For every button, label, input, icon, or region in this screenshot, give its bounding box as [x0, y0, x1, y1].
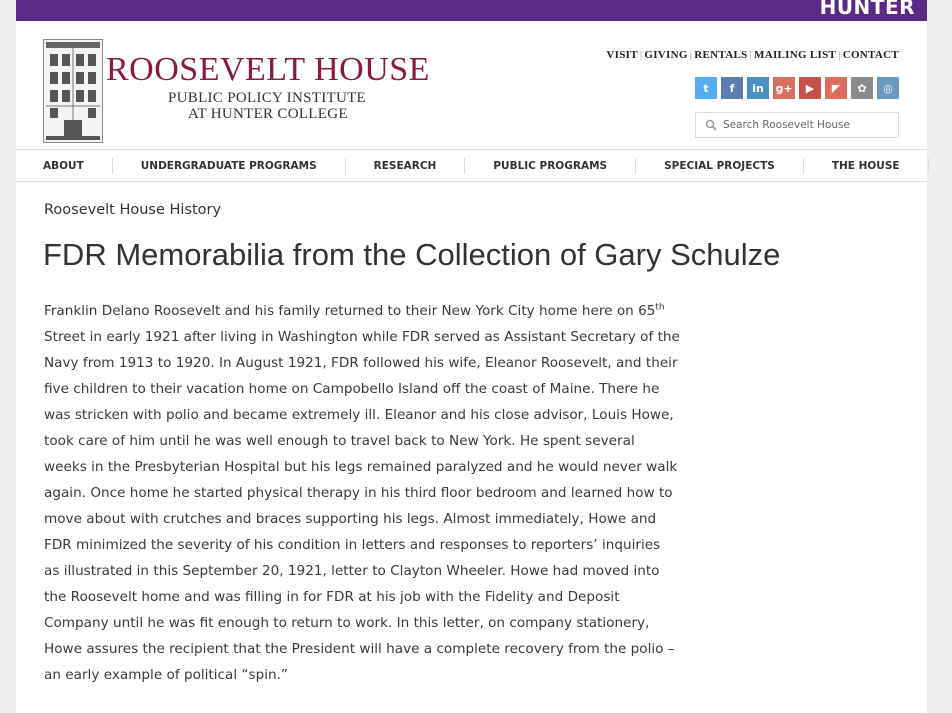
- facebook-icon[interactable]: f: [721, 77, 743, 99]
- body-line: Navy from 1913 to 1920. In August 1921, FDR followed his wife, Eleanor Roosevelt, and their: [44, 355, 678, 371]
- body-line: Company until he was fit enough to return to work. In this letter, on company stationery,: [44, 615, 650, 631]
- body-line: Howe assures the recipient that the President will have a complete recovery from the polio –: [44, 641, 675, 657]
- body-line: took care of him until he was well enough to travel back to New York. He spent several: [44, 433, 635, 449]
- search-box[interactable]: [695, 112, 899, 138]
- body-line: the Roosevelt home and was filling in for FDR at his job with the Fidelity and Deposit: [44, 589, 620, 605]
- body-line: weeks in the Presbyterian Hospital but his legs remained paralyzed and he would never walk: [44, 459, 678, 475]
- utility-link-contact[interactable]: CONTACT: [842, 49, 899, 61]
- body-line-text: Franklin Delano Roosevelt and his family returned to their New York City home here on 65: [44, 303, 656, 319]
- body-line: Street in early 1921 after living in Washington while FDR served as Assistant Secretary of the: [44, 329, 680, 345]
- body-line: move about with crutches and braces supporting his legs. Almost immediately, Howe and: [44, 511, 657, 527]
- nav-item-about[interactable]: ABOUT: [16, 158, 113, 174]
- googleplus-icon[interactable]: g+: [773, 77, 795, 99]
- body-line: an early example of political “spin.”: [44, 667, 288, 683]
- ordinal-suffix: th: [655, 302, 665, 313]
- search-input[interactable]: [721, 118, 895, 132]
- utility-nav: VISIT | GIVING | RENTALS | MAILING LIST | CONTACT: [606, 49, 899, 61]
- nav-item-special-projects[interactable]: SPECIAL PROJECTS: [636, 158, 804, 174]
- site-logo-subtitle: PUBLIC POLICY INSTITUTE: [168, 90, 367, 106]
- hunter-logo[interactable]: HUNTER: [819, 0, 915, 19]
- social-icons: [695, 77, 899, 99]
- nav-item-research[interactable]: RESEARCH: [346, 158, 466, 174]
- breadcrumb[interactable]: Roosevelt House History: [44, 202, 222, 218]
- site-logo-subtitle-2: AT HUNTER COLLEGE: [188, 106, 348, 122]
- page-title: FDR Memorabilia from the Collection of Gary Schulze: [43, 237, 781, 272]
- article-body: [44, 298, 684, 688]
- body-line: again. Once home he started physical therapy in his third floor bedroom and learned how to: [44, 485, 673, 501]
- body-line: FDR minimized the severity of his condition in letters and responses to reporters’ inquiries: [44, 537, 661, 553]
- body-line: was stricken with polio and became extremely ill. Eleanor and his close advisor, Louis Howe,: [44, 407, 674, 423]
- body-line: [44, 298, 684, 324]
- youtube-icon[interactable]: ▶: [799, 77, 821, 99]
- utility-link-visit[interactable]: VISIT: [606, 49, 638, 61]
- instagram-icon[interactable]: ◎: [877, 77, 899, 99]
- page-container: [16, 21, 927, 713]
- site-logo-title[interactable]: ROOSEVELT HOUSE: [106, 51, 430, 88]
- utility-link-mailing-list[interactable]: MAILING LIST: [754, 49, 837, 61]
- issuu-icon[interactable]: ◤: [825, 77, 847, 99]
- nav-item-public-programs[interactable]: PUBLIC PROGRAMS: [465, 158, 636, 174]
- main-nav: [16, 149, 927, 182]
- body-line: as illustrated in this September 20, 1921, letter to Clayton Wheeler. Howe had moved into: [44, 563, 660, 579]
- search-icon: [705, 119, 717, 131]
- roosevelt-house-building-logo[interactable]: [43, 39, 103, 143]
- linkedin-icon[interactable]: in: [747, 77, 769, 99]
- nav-item-the-house[interactable]: THE HOUSE: [804, 158, 929, 174]
- utility-link-rentals[interactable]: RENTALS: [694, 49, 748, 61]
- body-line: five children to their vacation home on Campobello Island off the coast of Maine. There he: [44, 381, 660, 397]
- flickr-icon[interactable]: ✿: [851, 77, 873, 99]
- twitter-icon[interactable]: t: [695, 77, 717, 99]
- top-brand-bar: [16, 0, 927, 21]
- nav-item-undergraduate-programs[interactable]: UNDERGRADUATE PROGRAMS: [113, 158, 346, 174]
- utility-link-giving[interactable]: GIVING: [644, 49, 688, 61]
